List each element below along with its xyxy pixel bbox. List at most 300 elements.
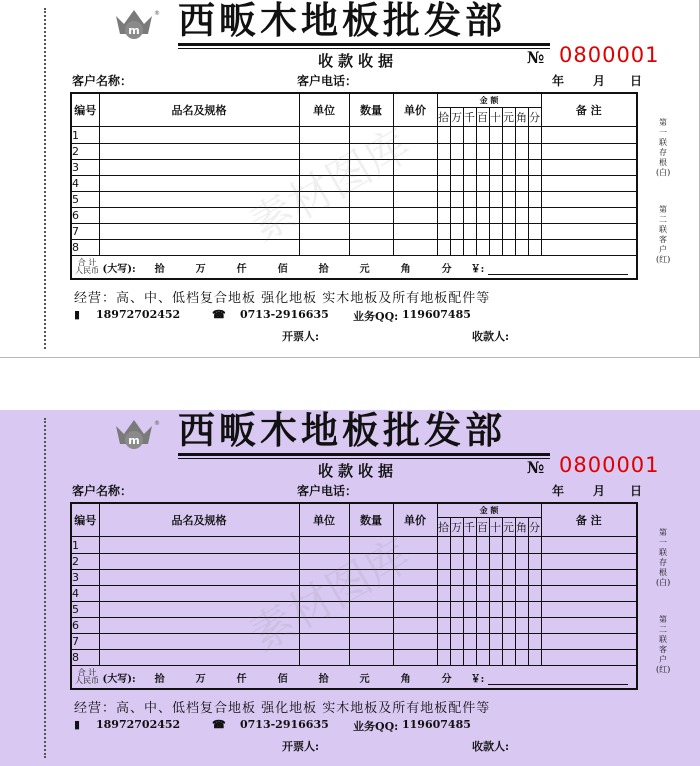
table-cell[interactable] bbox=[528, 143, 541, 159]
table-cell[interactable] bbox=[489, 634, 502, 650]
table-cell[interactable] bbox=[489, 537, 502, 553]
table-cell[interactable] bbox=[99, 175, 299, 191]
table-cell[interactable] bbox=[450, 191, 463, 207]
table-cell[interactable] bbox=[502, 224, 515, 240]
table-cell[interactable] bbox=[489, 127, 502, 143]
table-cell[interactable] bbox=[528, 537, 541, 553]
table-row bbox=[71, 634, 637, 650]
mobile-icon: ▮ bbox=[74, 308, 81, 321]
mobile-number: 18972702452 bbox=[96, 718, 181, 731]
total-row bbox=[71, 256, 637, 279]
receipt-sheet-white bbox=[0, 0, 700, 358]
table-cell[interactable] bbox=[99, 618, 299, 634]
amount-digit-header: 分 bbox=[528, 107, 541, 127]
amount-digit-header: 百 bbox=[476, 517, 489, 537]
total-caps-label: (大写): bbox=[102, 263, 136, 275]
table-cell[interactable] bbox=[299, 127, 349, 143]
issuer-signature-field[interactable]: 开票人: bbox=[282, 330, 320, 343]
table-cell[interactable] bbox=[476, 240, 489, 256]
table-cell[interactable] bbox=[515, 208, 528, 224]
table-cell[interactable] bbox=[299, 569, 349, 585]
payee-signature-field[interactable]: 收款人: bbox=[472, 330, 510, 343]
table-cell[interactable] bbox=[515, 127, 528, 143]
table-cell[interactable] bbox=[99, 537, 299, 553]
table-cell[interactable] bbox=[502, 618, 515, 634]
phone-number: 0713-2916635 bbox=[240, 718, 329, 731]
customer-name-field[interactable]: 客户名称： bbox=[72, 74, 133, 88]
perforation-line bbox=[44, 8, 46, 349]
table-cell[interactable] bbox=[528, 650, 541, 666]
amount-digit-header: 角 bbox=[515, 107, 528, 127]
date-month-label: 月 bbox=[593, 74, 606, 88]
table-cell[interactable] bbox=[489, 585, 502, 601]
row-number: 6 bbox=[71, 208, 99, 224]
table-cell[interactable] bbox=[393, 585, 437, 601]
customer-phone-field[interactable]: 客户电话： bbox=[297, 74, 358, 88]
document-title: 收款收据 bbox=[318, 52, 399, 70]
table-cell[interactable] bbox=[437, 650, 450, 666]
table-cell[interactable] bbox=[349, 618, 393, 634]
table-cell[interactable] bbox=[489, 159, 502, 175]
table-cell[interactable] bbox=[450, 601, 463, 617]
table-cell[interactable] bbox=[99, 650, 299, 666]
table-cell[interactable] bbox=[528, 553, 541, 569]
table-cell[interactable] bbox=[541, 618, 637, 634]
amount-digit-header: 元 bbox=[502, 107, 515, 127]
table-cell[interactable] bbox=[463, 585, 476, 601]
table-cell[interactable] bbox=[502, 240, 515, 256]
table-cell[interactable] bbox=[502, 537, 515, 553]
table-cell[interactable] bbox=[476, 537, 489, 553]
row-number: 3 bbox=[71, 159, 99, 175]
table-cell[interactable] bbox=[99, 159, 299, 175]
table-cell[interactable] bbox=[349, 240, 393, 256]
shop-name: 西畈木地板批发部 bbox=[178, 0, 506, 42]
table-cell[interactable] bbox=[393, 224, 437, 240]
table-cell[interactable] bbox=[99, 127, 299, 143]
amount-digit-header: 十 bbox=[489, 517, 502, 537]
table-cell[interactable] bbox=[528, 175, 541, 191]
customer-name-field[interactable]: 客户名称： bbox=[72, 484, 133, 498]
amount-digit-header: 千 bbox=[463, 517, 476, 537]
table-cell[interactable] bbox=[437, 159, 450, 175]
svg-text:®: ® bbox=[154, 420, 160, 427]
table-cell[interactable] bbox=[393, 650, 437, 666]
table-cell[interactable] bbox=[450, 175, 463, 191]
receipt-number-label: № bbox=[527, 48, 545, 67]
table-cell[interactable] bbox=[528, 569, 541, 585]
table-cell[interactable] bbox=[515, 553, 528, 569]
table-cell[interactable] bbox=[437, 618, 450, 634]
total-unit-label: 仟 bbox=[236, 263, 247, 275]
table-cell[interactable] bbox=[502, 585, 515, 601]
table-cell[interactable] bbox=[515, 175, 528, 191]
table-cell[interactable] bbox=[349, 569, 393, 585]
table-cell[interactable] bbox=[515, 537, 528, 553]
table-cell[interactable] bbox=[463, 634, 476, 650]
svg-text:®: ® bbox=[154, 10, 160, 17]
col-header-no: 编号 bbox=[71, 93, 99, 127]
receipt-table bbox=[70, 502, 638, 690]
table-cell[interactable] bbox=[476, 208, 489, 224]
table-cell[interactable] bbox=[541, 127, 637, 143]
watermark: 素材图库 bbox=[241, 119, 420, 252]
table-cell[interactable] bbox=[349, 224, 393, 240]
table-cell[interactable] bbox=[541, 143, 637, 159]
table-cell[interactable] bbox=[393, 618, 437, 634]
amount-digit-header: 拾 bbox=[437, 517, 450, 537]
table-cell[interactable] bbox=[437, 537, 450, 553]
table-cell[interactable] bbox=[349, 634, 393, 650]
table-cell[interactable] bbox=[299, 634, 349, 650]
total-unit-label: 佰 bbox=[277, 673, 288, 685]
amount-digit-header: 元 bbox=[502, 517, 515, 537]
row-number: 2 bbox=[71, 143, 99, 159]
table-cell[interactable] bbox=[515, 224, 528, 240]
table-cell[interactable] bbox=[476, 143, 489, 159]
table-cell[interactable] bbox=[463, 175, 476, 191]
table-cell[interactable] bbox=[299, 208, 349, 224]
table-cell[interactable] bbox=[502, 175, 515, 191]
total-unit-label: 拾 bbox=[154, 263, 165, 275]
table-cell[interactable] bbox=[515, 191, 528, 207]
title-rule-thin bbox=[178, 458, 550, 459]
total-unit-label: 万 bbox=[195, 673, 206, 685]
table-cell[interactable] bbox=[502, 191, 515, 207]
table-cell[interactable] bbox=[502, 553, 515, 569]
table-cell[interactable] bbox=[502, 143, 515, 159]
table-cell[interactable] bbox=[299, 159, 349, 175]
table-cell[interactable] bbox=[450, 208, 463, 224]
table-cell[interactable] bbox=[393, 175, 437, 191]
row-number: 7 bbox=[71, 224, 99, 240]
table-cell[interactable] bbox=[541, 191, 637, 207]
col-header-no: 编号 bbox=[71, 503, 99, 537]
table-cell[interactable] bbox=[349, 601, 393, 617]
table-cell[interactable] bbox=[450, 224, 463, 240]
row-number: 6 bbox=[71, 618, 99, 634]
table-cell[interactable] bbox=[476, 553, 489, 569]
table-cell[interactable] bbox=[489, 553, 502, 569]
table-cell[interactable] bbox=[463, 208, 476, 224]
table-cell[interactable] bbox=[450, 634, 463, 650]
col-header-item: 品名及规格 bbox=[99, 503, 299, 537]
table-cell[interactable] bbox=[541, 208, 637, 224]
table-cell[interactable] bbox=[463, 650, 476, 666]
svg-text:m: m bbox=[128, 434, 140, 447]
table-cell[interactable] bbox=[437, 240, 450, 256]
yen-amount-field[interactable] bbox=[488, 674, 628, 685]
table-cell[interactable] bbox=[489, 569, 502, 585]
total-unit-label: 元 bbox=[359, 673, 370, 685]
col-header-price: 单价 bbox=[393, 503, 437, 537]
table-cell[interactable] bbox=[299, 240, 349, 256]
table-cell[interactable] bbox=[489, 224, 502, 240]
amount-digit-header: 百 bbox=[476, 107, 489, 127]
table-cell[interactable] bbox=[489, 650, 502, 666]
table-cell[interactable] bbox=[99, 634, 299, 650]
table-cell[interactable] bbox=[463, 127, 476, 143]
table-cell[interactable] bbox=[393, 569, 437, 585]
total-unit-label: 角 bbox=[400, 263, 411, 275]
table-cell[interactable] bbox=[515, 240, 528, 256]
table-cell[interactable] bbox=[99, 601, 299, 617]
table-cell[interactable] bbox=[541, 240, 637, 256]
table-cell[interactable] bbox=[299, 224, 349, 240]
table-row bbox=[71, 175, 637, 191]
date-year-label: 年 bbox=[552, 74, 565, 88]
row-number: 8 bbox=[71, 650, 99, 666]
table-cell[interactable] bbox=[528, 208, 541, 224]
table-cell[interactable] bbox=[99, 569, 299, 585]
table-cell[interactable] bbox=[393, 143, 437, 159]
table-cell[interactable] bbox=[299, 537, 349, 553]
col-header-price: 单价 bbox=[393, 93, 437, 127]
table-cell[interactable] bbox=[463, 143, 476, 159]
table-cell[interactable] bbox=[393, 537, 437, 553]
table-cell[interactable] bbox=[515, 143, 528, 159]
table-cell[interactable] bbox=[450, 127, 463, 143]
table-cell[interactable] bbox=[489, 240, 502, 256]
table-cell[interactable] bbox=[502, 569, 515, 585]
total-unit-label: 拾 bbox=[318, 673, 329, 685]
qq-label: 业务QQ: bbox=[353, 310, 399, 323]
table-cell[interactable] bbox=[541, 650, 637, 666]
row-number: 7 bbox=[71, 634, 99, 650]
table-cell[interactable] bbox=[476, 569, 489, 585]
table-cell[interactable] bbox=[299, 650, 349, 666]
table-cell[interactable] bbox=[541, 537, 637, 553]
customer-phone-field[interactable]: 客户电话： bbox=[297, 484, 358, 498]
table-cell[interactable] bbox=[476, 159, 489, 175]
table-cell[interactable] bbox=[463, 159, 476, 175]
table-cell[interactable] bbox=[99, 191, 299, 207]
table-cell[interactable] bbox=[489, 143, 502, 159]
table-cell[interactable] bbox=[349, 159, 393, 175]
table-cell[interactable] bbox=[393, 553, 437, 569]
table-cell[interactable] bbox=[393, 240, 437, 256]
date-day-label: 日 bbox=[630, 484, 643, 498]
table-cell[interactable] bbox=[299, 191, 349, 207]
table-cell[interactable] bbox=[99, 208, 299, 224]
table-cell[interactable] bbox=[541, 585, 637, 601]
table-cell[interactable] bbox=[489, 618, 502, 634]
table-cell[interactable] bbox=[476, 191, 489, 207]
table-cell[interactable] bbox=[528, 601, 541, 617]
table-cell[interactable] bbox=[541, 159, 637, 175]
table-cell[interactable] bbox=[528, 240, 541, 256]
table-row bbox=[71, 208, 637, 224]
table-row bbox=[71, 650, 637, 666]
table-cell[interactable] bbox=[476, 127, 489, 143]
table-cell[interactable] bbox=[299, 618, 349, 634]
phone-number: 0713-2916635 bbox=[240, 308, 329, 321]
table-cell[interactable] bbox=[463, 191, 476, 207]
table-cell[interactable] bbox=[437, 569, 450, 585]
table-cell[interactable] bbox=[450, 650, 463, 666]
table-cell[interactable] bbox=[476, 601, 489, 617]
table-cell[interactable] bbox=[541, 634, 637, 650]
table-cell[interactable] bbox=[515, 585, 528, 601]
col-header-unit: 单位 bbox=[299, 503, 349, 537]
table-cell[interactable] bbox=[393, 208, 437, 224]
table-cell[interactable] bbox=[437, 208, 450, 224]
payee-signature-field[interactable]: 收款人: bbox=[472, 740, 510, 753]
table-cell[interactable] bbox=[450, 159, 463, 175]
table-cell[interactable] bbox=[541, 175, 637, 191]
table-cell[interactable] bbox=[299, 175, 349, 191]
table-cell[interactable] bbox=[99, 553, 299, 569]
table-cell[interactable] bbox=[349, 537, 393, 553]
table-cell[interactable] bbox=[502, 208, 515, 224]
table-cell[interactable] bbox=[515, 634, 528, 650]
mobile-icon: ▮ bbox=[74, 718, 81, 731]
table-cell[interactable] bbox=[393, 191, 437, 207]
table-cell[interactable] bbox=[99, 224, 299, 240]
table-cell[interactable] bbox=[463, 553, 476, 569]
table-cell[interactable] bbox=[437, 553, 450, 569]
row-number: 4 bbox=[71, 585, 99, 601]
table-cell[interactable] bbox=[515, 569, 528, 585]
table-cell[interactable] bbox=[299, 585, 349, 601]
table-cell[interactable] bbox=[437, 143, 450, 159]
table-cell[interactable] bbox=[349, 191, 393, 207]
table-cell[interactable] bbox=[515, 650, 528, 666]
table-cell[interactable] bbox=[393, 159, 437, 175]
copy-note-2: 第二联 客户(红) bbox=[656, 205, 671, 264]
yen-amount-field[interactable] bbox=[488, 264, 628, 275]
total-unit-label: 万 bbox=[195, 263, 206, 275]
business-scope: 经营：高、中、低档复合地板 强化地板 实木地板及所有地板配件等 bbox=[74, 291, 491, 306]
table-cell[interactable] bbox=[528, 224, 541, 240]
table-cell[interactable] bbox=[476, 634, 489, 650]
table-row bbox=[71, 585, 637, 601]
table-cell[interactable] bbox=[99, 240, 299, 256]
table-cell[interactable] bbox=[463, 618, 476, 634]
issuer-signature-field[interactable]: 开票人: bbox=[282, 740, 320, 753]
table-cell[interactable] bbox=[502, 159, 515, 175]
table-cell[interactable] bbox=[463, 240, 476, 256]
title-rule-thick bbox=[178, 453, 550, 456]
table-cell[interactable] bbox=[450, 143, 463, 159]
table-cell[interactable] bbox=[528, 191, 541, 207]
table-cell[interactable] bbox=[528, 634, 541, 650]
col-header-qty: 数量 bbox=[349, 93, 393, 127]
table-cell[interactable] bbox=[502, 650, 515, 666]
table-cell[interactable] bbox=[541, 224, 637, 240]
table-cell[interactable] bbox=[349, 650, 393, 666]
rmb-label: 人民币 bbox=[75, 676, 99, 686]
table-cell[interactable] bbox=[489, 601, 502, 617]
table-cell[interactable] bbox=[515, 159, 528, 175]
table-cell[interactable] bbox=[349, 208, 393, 224]
total-label: 合 计 bbox=[77, 258, 97, 268]
table-cell[interactable] bbox=[515, 601, 528, 617]
table-cell[interactable] bbox=[437, 127, 450, 143]
table-cell[interactable] bbox=[489, 175, 502, 191]
table-cell[interactable] bbox=[99, 143, 299, 159]
table-cell[interactable] bbox=[299, 601, 349, 617]
table-cell[interactable] bbox=[502, 601, 515, 617]
table-cell[interactable] bbox=[299, 553, 349, 569]
table-cell[interactable] bbox=[99, 585, 299, 601]
table-cell[interactable] bbox=[299, 143, 349, 159]
table-row bbox=[71, 569, 637, 585]
table-cell[interactable] bbox=[489, 191, 502, 207]
table-cell[interactable] bbox=[437, 224, 450, 240]
table-cell[interactable] bbox=[349, 553, 393, 569]
table-cell[interactable] bbox=[502, 634, 515, 650]
amount-digit-header: 角 bbox=[515, 517, 528, 537]
table-cell[interactable] bbox=[437, 634, 450, 650]
total-unit-label: 元 bbox=[359, 263, 370, 275]
total-unit-label: 分 bbox=[441, 263, 452, 275]
col-header-amount: 金 额 bbox=[437, 93, 541, 107]
row-number: 5 bbox=[71, 191, 99, 207]
table-cell[interactable] bbox=[528, 159, 541, 175]
table-cell[interactable] bbox=[349, 143, 393, 159]
table-cell[interactable] bbox=[528, 618, 541, 634]
yen-label: ￥: bbox=[470, 263, 485, 275]
table-cell[interactable] bbox=[450, 537, 463, 553]
table-cell[interactable] bbox=[463, 224, 476, 240]
table-cell[interactable] bbox=[437, 585, 450, 601]
table-cell[interactable] bbox=[450, 553, 463, 569]
table-cell[interactable] bbox=[393, 634, 437, 650]
title-rule-thick bbox=[178, 43, 550, 46]
perforation-line bbox=[44, 418, 46, 758]
amount-digit-header: 分 bbox=[528, 517, 541, 537]
table-cell[interactable] bbox=[476, 224, 489, 240]
total-unit-label: 拾 bbox=[318, 263, 329, 275]
table-cell[interactable] bbox=[450, 585, 463, 601]
table-cell[interactable] bbox=[437, 175, 450, 191]
table-cell[interactable] bbox=[515, 618, 528, 634]
table-cell[interactable] bbox=[476, 585, 489, 601]
col-header-amount: 金 额 bbox=[437, 503, 541, 517]
table-cell[interactable] bbox=[463, 537, 476, 553]
table-cell[interactable] bbox=[502, 127, 515, 143]
table-cell[interactable] bbox=[528, 127, 541, 143]
rmb-label: 人民币 bbox=[75, 266, 99, 276]
table-cell[interactable] bbox=[450, 240, 463, 256]
table-cell[interactable] bbox=[528, 585, 541, 601]
table-cell[interactable] bbox=[393, 127, 437, 143]
table-cell[interactable] bbox=[541, 601, 637, 617]
table-cell[interactable] bbox=[489, 208, 502, 224]
table-cell[interactable] bbox=[349, 585, 393, 601]
date-month-label: 月 bbox=[593, 484, 606, 498]
table-cell[interactable] bbox=[437, 601, 450, 617]
table-cell[interactable] bbox=[476, 650, 489, 666]
table-cell[interactable] bbox=[437, 191, 450, 207]
table-cell[interactable] bbox=[541, 569, 637, 585]
total-unit-label: 拾 bbox=[154, 673, 165, 685]
table-cell[interactable] bbox=[476, 618, 489, 634]
table-cell[interactable] bbox=[393, 601, 437, 617]
table-cell[interactable] bbox=[463, 601, 476, 617]
total-row bbox=[71, 666, 637, 689]
table-cell[interactable] bbox=[476, 175, 489, 191]
table-cell[interactable] bbox=[349, 175, 393, 191]
table-cell[interactable] bbox=[463, 569, 476, 585]
table-cell[interactable] bbox=[450, 618, 463, 634]
phone-icon: ☎ bbox=[212, 308, 226, 321]
table-cell[interactable] bbox=[541, 553, 637, 569]
table-cell[interactable] bbox=[349, 127, 393, 143]
qq-label: 业务QQ: bbox=[353, 720, 399, 733]
table-cell[interactable] bbox=[450, 569, 463, 585]
